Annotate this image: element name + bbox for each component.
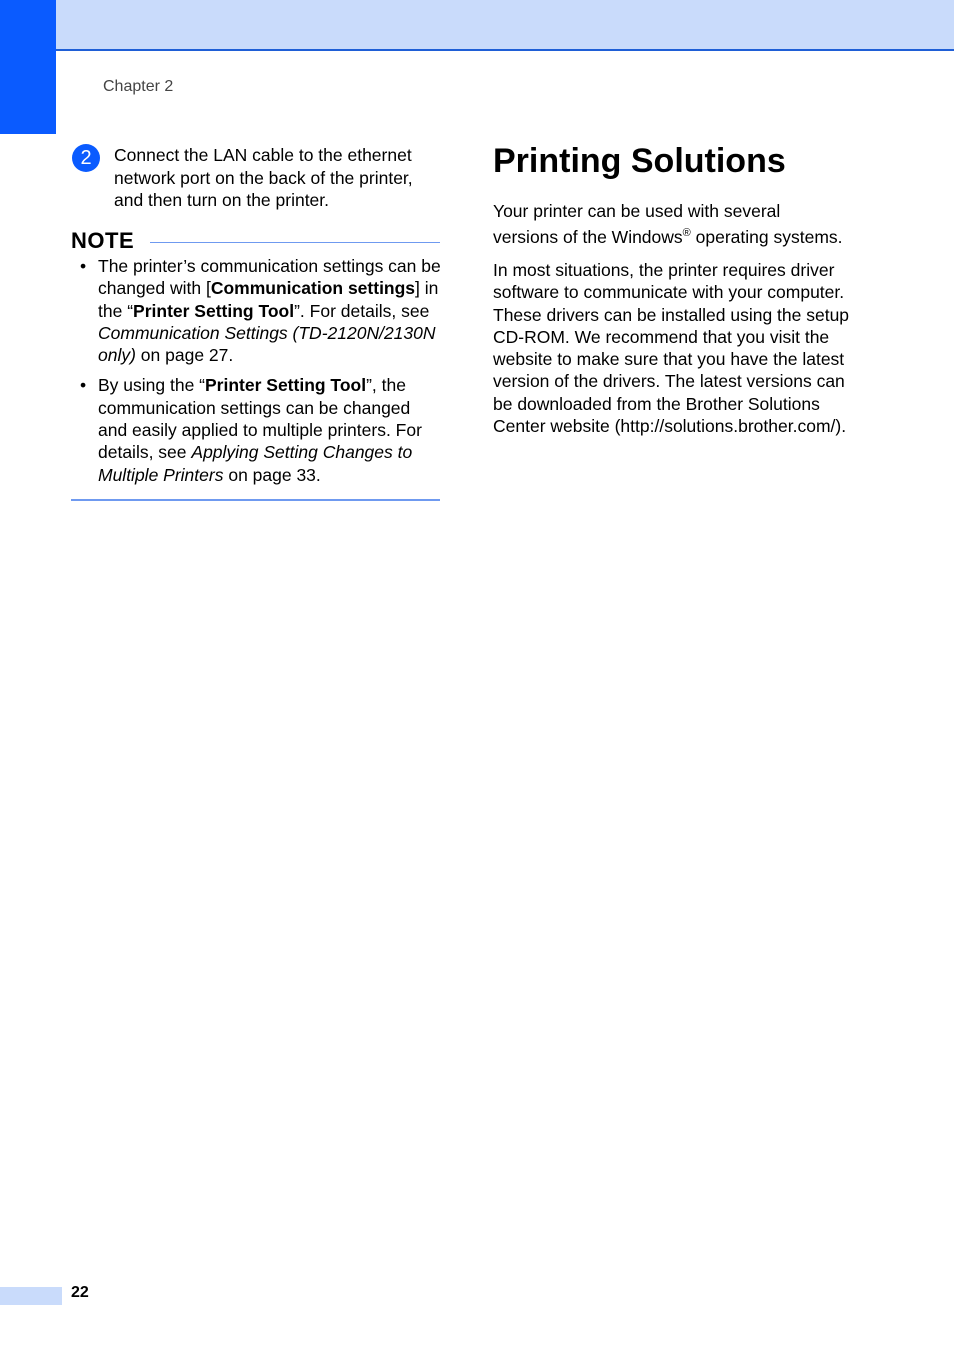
cross-reference: Applying Setting Changes to Multiple Printers: [98, 442, 413, 485]
paragraph-text: operating systems.: [690, 227, 843, 248]
note-list: [80, 255, 442, 494]
page-number: 22: [71, 1284, 89, 1301]
chapter-tab: [0, 0, 56, 134]
step-text: Connect the LAN cable to the ethernet network port on the back of the printer, and then turn on the printer.: [114, 145, 413, 210]
note-text: on page 33.: [223, 464, 321, 485]
footer-tab: [0, 1287, 62, 1305]
header-band: [0, 0, 954, 51]
main-section: [493, 140, 865, 437]
intro-paragraph: [493, 200, 873, 249]
note-heading: NOTE: [71, 228, 135, 253]
ui-term: Printer Setting Tool: [205, 375, 367, 396]
note-text: on page 27.: [135, 345, 234, 366]
step-number-badge: 2: [72, 144, 100, 172]
paragraph-text: versions of the Windows: [493, 227, 683, 248]
ui-term: Communication settings: [210, 278, 416, 299]
note-item: [80, 374, 442, 485]
bullet-icon: •: [80, 375, 87, 396]
note-divider-top: [150, 242, 440, 243]
driver-paragraph: In most situations, the printer requires driver software to communicate with your computer. These drivers can be installed using the setup CD-ROM. We recommend that you visit the website to make sure that you have the latest version of the drivers. The latest versions can be downloaded from the Brother Solutions Center website (http://solutions.brother.com/).: [493, 260, 850, 437]
note-text: ”, the communication settings can be changed and easily applied to multiple printers. For details, see: [98, 375, 422, 463]
note-text: By using the “: [98, 375, 205, 396]
note-text: The printer’s communication settings can be changed with [: [98, 256, 441, 299]
note-text: ] in the “: [98, 278, 439, 321]
paragraph-text: Your printer can be used with several: [493, 201, 781, 221]
note-text: ”. For details, see: [294, 300, 430, 321]
note-item: [80, 255, 442, 366]
bullet-icon: •: [80, 256, 87, 276]
registered-mark: ®: [682, 227, 691, 240]
chapter-label: Chapter 2: [103, 78, 174, 95]
paragraph-line: [493, 226, 873, 248]
cross-reference: Communication Settings (TD-2120N/2130N only): [98, 322, 436, 366]
ui-term: Printer Setting Tool: [133, 300, 295, 321]
section-title: Printing Solutions: [493, 142, 786, 180]
note-divider-bottom: [71, 499, 440, 501]
